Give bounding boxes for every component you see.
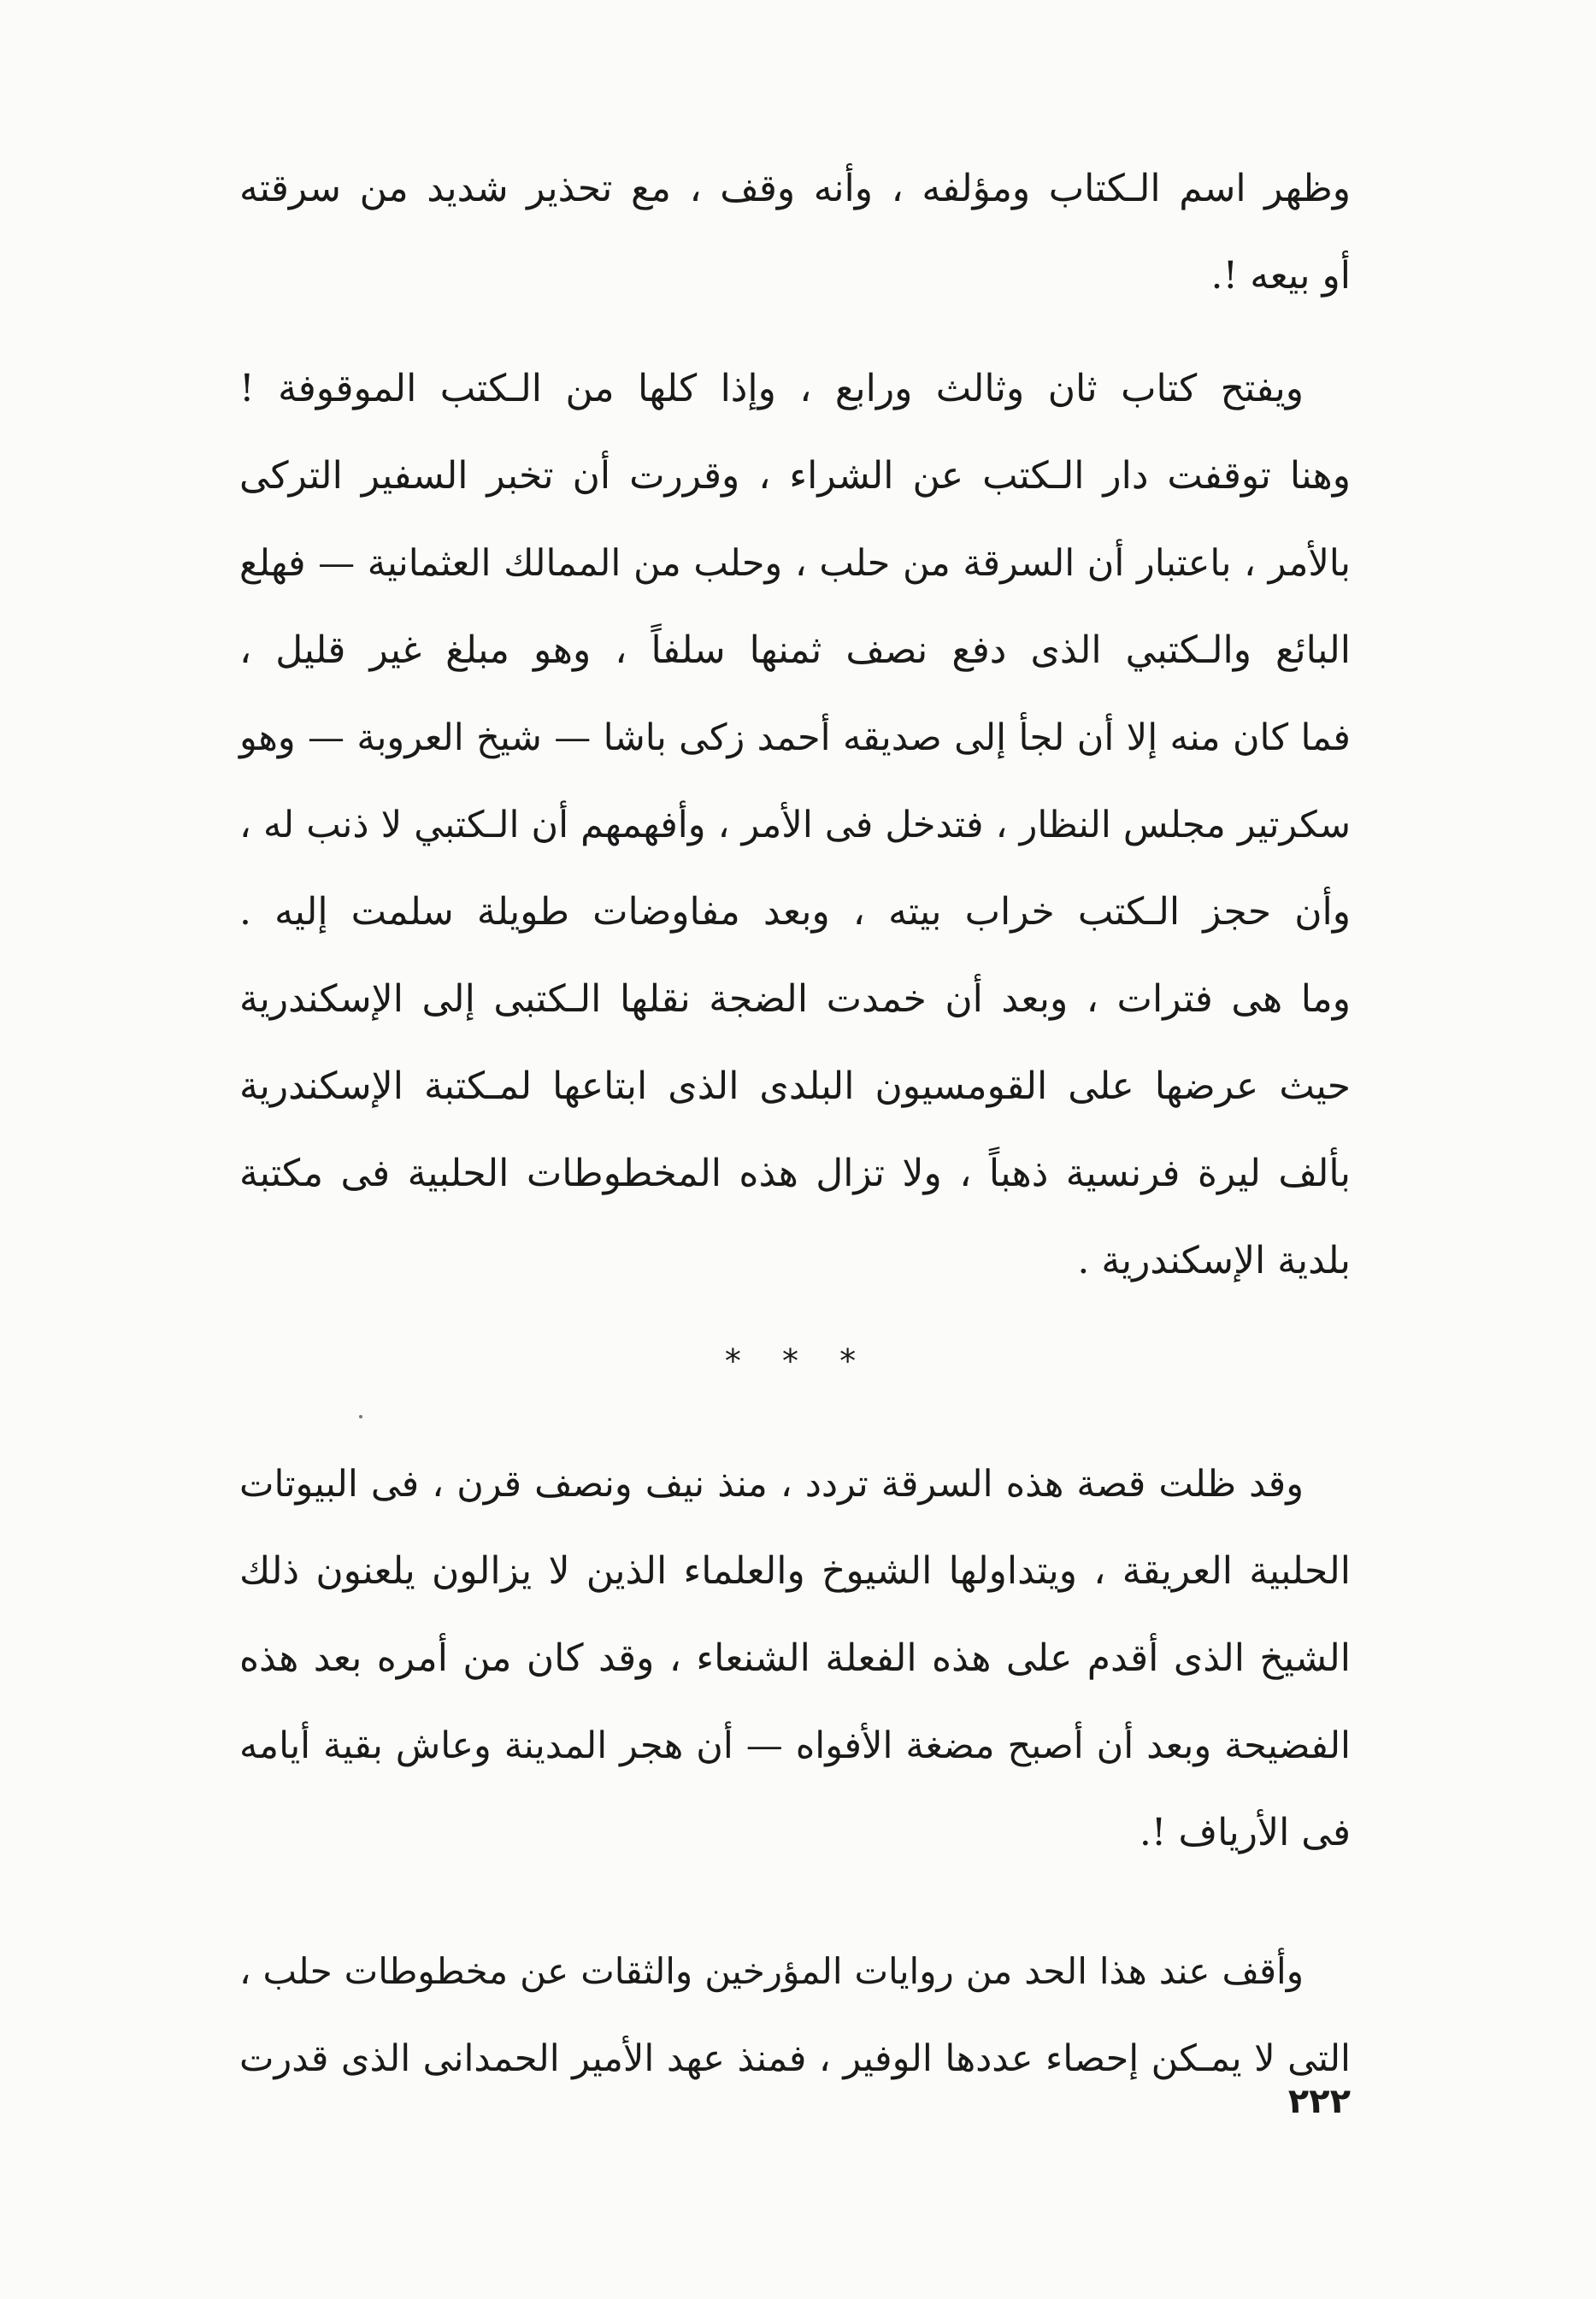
text-line: وأن حجز الـكتب خراب بيته ، وبعد مفاوضات طويلة سلمت إليه . — [239, 890, 1351, 934]
text-line: بلدية الإسكندرية . — [1077, 1239, 1351, 1282]
page-number: ٢٢٢ — [1287, 2082, 1351, 2121]
paragraph-2 — [239, 345, 1351, 1305]
text-line: وهنا توقفت دار الـكتب عن الشراء ، وقررت أن تخبر السفير التركى — [239, 454, 1351, 498]
text-line: التى لا يمـكن إحصاء عددها الوفير ، فمنذ عهد الأمير الحمدانى الذى قدرت — [239, 2037, 1351, 2080]
text-line: فما كان منه إلا أن لجأ إلى صديقه أحمد زكى باشا — شيخ العروبة — وهو — [239, 716, 1351, 759]
text-line: سكرتير مجلس النظار ، فتدخل فى الأمر ، وأفهمهم أن الـكتبي لا ذنب له ، — [239, 804, 1351, 846]
paragraph-4 — [239, 1928, 1351, 2102]
text-line: البائع والـكتبي الذى دفع نصف ثمنها سلفاً ، وهو مبلغ غير قليل ، — [239, 628, 1351, 672]
text-line: الحلبية العريقة ، ويتداولها الشيوخ والعلماء الذين لا يزالون يلعنون ذلك — [239, 1549, 1351, 1593]
text-line: وظهر اسم الـكتاب ومؤلفه ، وأنه وقف ، مع تحذير شديد من سرقته — [239, 167, 1351, 210]
paragraph-1 — [239, 145, 1351, 320]
paragraph-3 — [239, 1441, 1351, 1877]
text-line: حيث عرضها على القومسيون البلدى الذى ابتاعها لمـكتبة الإسكندرية — [239, 1064, 1351, 1108]
scan-speck — [359, 1415, 362, 1418]
text-line: الشيخ الذى أقدم على هذه الفعلة الشنعاء ، وقد كان من أمره بعد هذه — [239, 1636, 1351, 1680]
text-line: فى الأرياف !. — [1139, 1811, 1351, 1854]
text-line: وأقف عند هذا الحد من روايات المؤرخين والثقات عن مخطوطات حلب ، — [239, 1950, 1304, 1992]
text-line: وقد ظلت قصة هذه السرقة تردد ، منذ نيف ونصف قرن ، فى البيوتات — [239, 1463, 1304, 1506]
text-line: أو بيعه !. — [1210, 254, 1351, 298]
text-line: بألف ليرة فرنسية ذهباً ، ولا تزال هذه المخطوطات الحلبية فى مكتبة — [239, 1152, 1351, 1195]
text-line: وما هى فترات ، وبعد أن خمدت الضجة نقلها الـكتبى إلى الإسكندرية — [239, 977, 1351, 1021]
text-line: ويفتح كتاب ثان وثالث ورابع ، وإذا كلها من الـكتب الموقوفة ! — [239, 367, 1304, 410]
text-line: بالأمر ، باعتبار أن السرقة من حلب ، وحلب من الممالك العثمانية — فهلع — [239, 542, 1351, 585]
text-line: الفضيحة وبعد أن أصبح مضغة الأفواه — أن هجر المدينة وعاش بقية أيامه — [239, 1724, 1351, 1767]
section-separator: * * * — [724, 1342, 872, 1380]
